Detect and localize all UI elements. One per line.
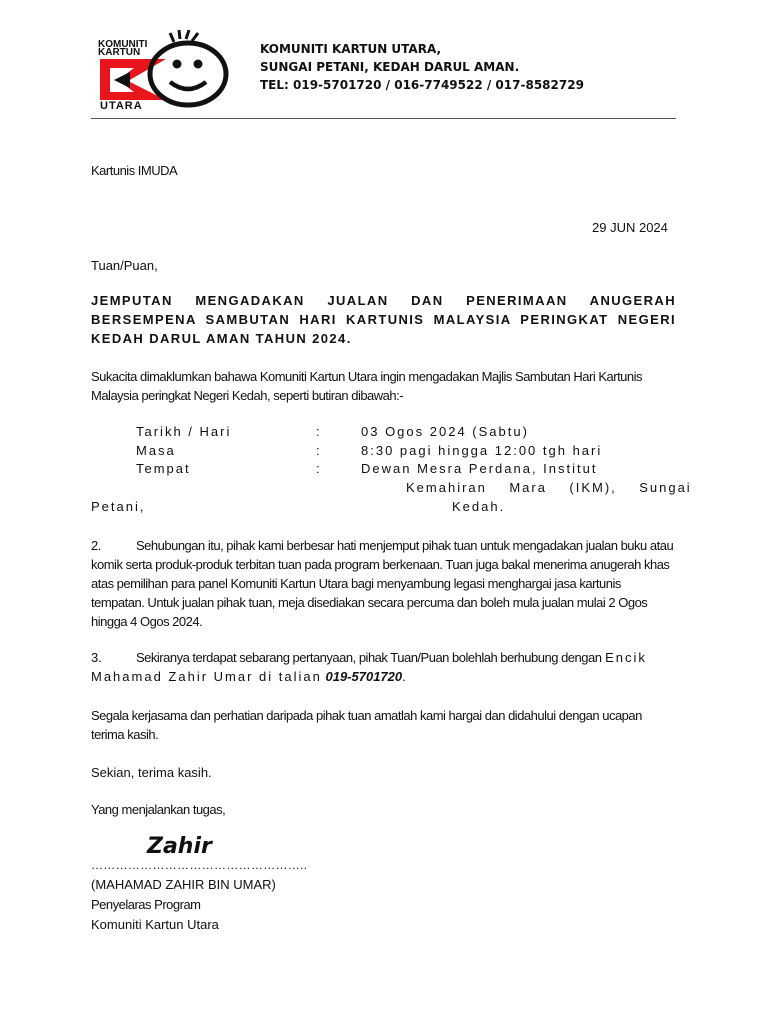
header-divider xyxy=(91,118,676,119)
signer-name: (MAHAMAD ZAHIR BIN UMAR) xyxy=(91,877,276,892)
paragraph-4: Segala kerjasama dan perhatian daripada pihak tuan amatlah kami hargai dan didahului dengan ucapan terima kasih. xyxy=(91,708,642,742)
org-address: SUNGAI PETANI, KEDAH DARUL AMAN. xyxy=(260,60,520,74)
intro-paragraph: Sukacita dimaklumkan bahawa Komuniti Kartun Utara ingin mengadakan Majlis Sambutan Hari Kartunis Malaysia peringkat Negeri Kedah, seperti butiran dibawah:- xyxy=(91,369,643,403)
detail-colon: : xyxy=(316,424,320,439)
logo-text-utara: UTARA xyxy=(100,100,143,110)
detail-colon: : xyxy=(316,443,320,458)
detail-value-date: 03 Ogos 2024 (Sabtu) xyxy=(361,424,529,439)
paragraph-number: 2. xyxy=(91,538,101,553)
paragraph-2 xyxy=(91,536,677,631)
smiley-eye-left xyxy=(173,60,182,69)
period: . xyxy=(402,669,406,684)
detail-value-time: 8:30 pagi hingga 12:00 tgh hari xyxy=(361,443,603,458)
signature: Zahir xyxy=(147,834,212,859)
letter-title: JEMPUTAN MENGADAKAN JUALAN DAN PENERIMAAN ANUGERAH BERSEMPENA SAMBUTAN HARI KARTUNIS MALAYSIA PERINGKAT NEGERI KEDAH DARUL AMAN TAHUN 2024. xyxy=(91,293,676,346)
org-phone: TEL: 019-5701720 / 016-7749522 / 017-8582729 xyxy=(260,78,584,92)
detail-label-date: Tarikh / Hari xyxy=(136,424,232,439)
smiley-eye-right xyxy=(194,60,203,69)
detail-value-place-line3-left: Petani, xyxy=(91,499,146,514)
signer-role: Penyelaras Program xyxy=(91,897,201,912)
smiley-hair xyxy=(170,30,198,42)
logo xyxy=(94,30,234,110)
salutation: Tuan/Puan, xyxy=(91,258,158,273)
closing: Sekian, terima kasih. xyxy=(91,765,212,780)
paragraph-3 xyxy=(91,648,677,686)
contact-person: Encik Mahamad Zahir Umar di talian xyxy=(91,650,647,684)
letterhead xyxy=(260,40,584,94)
paragraph-text: Sehubungan itu, pihak kami berbesar hati menjemput pihak tuan untuk mengadakan jualan buku atau komik serta produk-produk terbitan tuan pada program berkenaan. Tuan juga bakal menerima anugerah khas atas pemilihan para panel Komuniti Kartun Utara bagi menyambung legasi menghargai jasa kartunis tempatan. Untuk jualan pihak tuan, meja disediakan secara percuma dan boleh mula jualan mulai 2 Ogos hingga 4 Ogos 2024. xyxy=(91,538,674,629)
detail-value-place-line1: Dewan Mesra Perdana, Institut xyxy=(361,461,598,476)
smiley-face-icon xyxy=(150,43,226,105)
duty-line: Yang menjalankan tugas, xyxy=(91,802,226,817)
logo-graphic xyxy=(94,30,234,110)
detail-value-place-line3-right: Kedah. xyxy=(452,499,506,514)
signer-block xyxy=(91,875,276,935)
logo-text-kartun: KARTUN xyxy=(98,47,141,58)
logo-text-komuniti: KOMUNITI xyxy=(98,39,148,50)
org-name: KOMUNITI KARTUN UTARA, xyxy=(260,42,442,56)
detail-label-place: Tempat xyxy=(136,461,191,476)
paragraph-text: Sekiranya terdapat sebarang pertanyaan, pihak Tuan/Puan bolehlah berhubung dengan xyxy=(136,650,602,665)
contact-phone: 019-5701720 xyxy=(325,669,403,684)
signature-line: …………………………………………….. xyxy=(91,858,308,872)
signer-org: Komuniti Kartun Utara xyxy=(91,917,219,932)
detail-value-place-line2: Kemahiran Mara (IKM), Sungai xyxy=(406,480,692,495)
detail-colon: : xyxy=(316,461,320,476)
paragraph-number: 3. xyxy=(91,650,102,665)
smiley-mouth xyxy=(170,82,206,89)
recipient: Kartunis IMUDA xyxy=(91,163,178,178)
letter-date: 29 JUN 2024 xyxy=(592,220,668,235)
detail-label-time: Masa xyxy=(136,443,176,458)
